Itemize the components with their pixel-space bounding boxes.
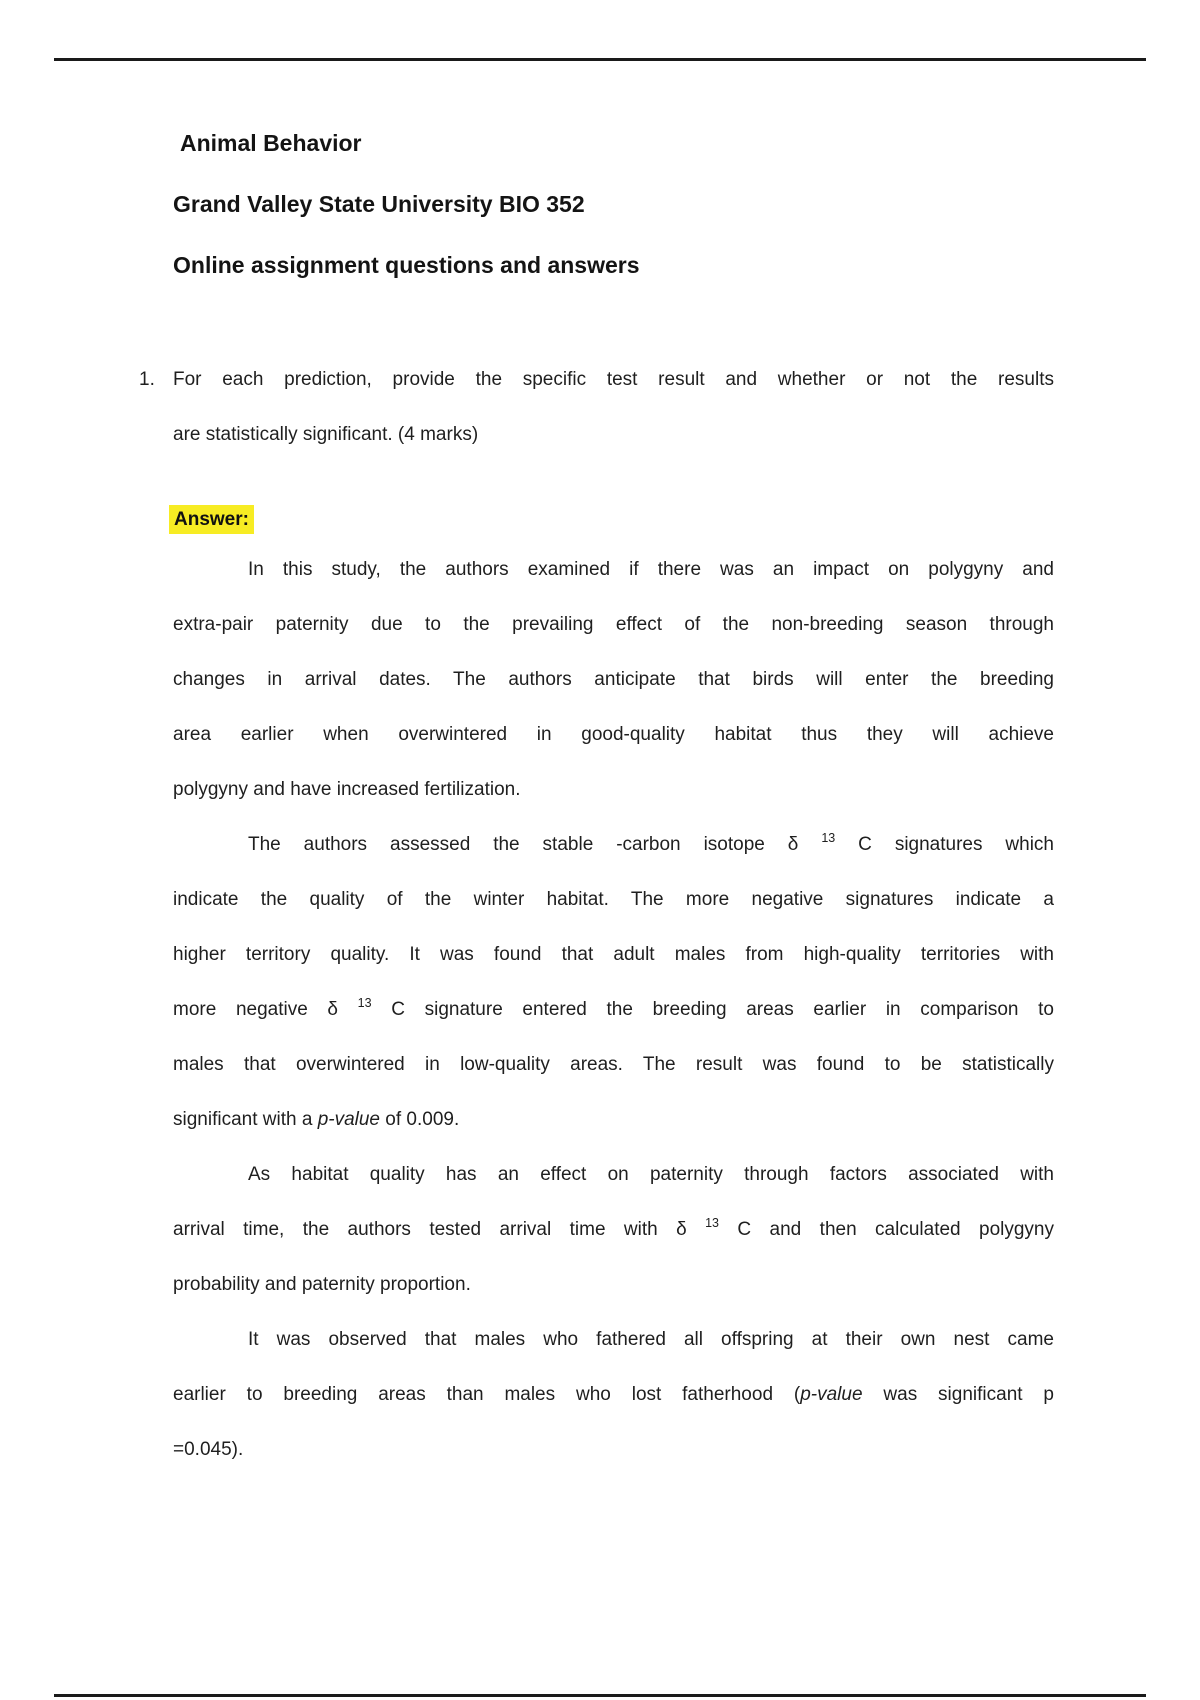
- text-line: For each prediction, provide the specific test result and whether or not the results: [173, 369, 1054, 390]
- document-title: Animal Behavior: [180, 130, 362, 156]
- document-header: [173, 113, 1073, 296]
- text-line: polygyny and have increased fertilization.: [173, 779, 521, 800]
- text-line: arrival time, the authors tested arrival time with δ $^{13}$ C and then calculated polygyny: [173, 1215, 1054, 1240]
- text-line: more negative δ $^{13}$ C signature entered the breeding areas earlier in comparison to: [173, 995, 1054, 1020]
- text-line: The authors assessed the stable -carbon isotope δ $^{13}$ C signatures which: [248, 830, 1055, 855]
- text-line: are statistically significant. (4 marks): [173, 424, 479, 445]
- text-line: higher territory quality. It was found that adult males from high-quality territories with: [173, 944, 1054, 965]
- text-line: extra-pair paternity due to the prevailing effect of the non-breeding season through: [173, 614, 1054, 635]
- answer-label-line: [173, 492, 1054, 547]
- answer-label-highlight: Answer:: [169, 505, 254, 534]
- document-subtitle-course: Grand Valley State University BIO 352: [173, 191, 585, 217]
- text-line: probability and paternity proportion.: [173, 1274, 471, 1295]
- paragraph: [173, 542, 1054, 817]
- answer-body: [173, 542, 1054, 1477]
- text-line: As habitat quality has an effect on paternity through factors associated with: [248, 1164, 1054, 1185]
- question-item: [139, 352, 1054, 462]
- text-line: males that overwintered in low-quality areas. The result was found to be statistically: [173, 1054, 1054, 1075]
- paragraph: [173, 817, 1054, 1147]
- top-divider-line: [54, 58, 1146, 61]
- question-text: [173, 352, 1054, 462]
- bottom-divider-line: [54, 1694, 1146, 1697]
- question-number: 1.: [139, 369, 155, 390]
- document-subtitle-type: Online assignment questions and answers: [173, 252, 640, 278]
- text-line: It was observed that males who fathered all offspring at their own nest came: [248, 1329, 1054, 1350]
- text-line: =0.045).: [173, 1439, 244, 1460]
- text-line: area earlier when overwintered in good-quality habitat thus they will achieve: [173, 724, 1054, 745]
- text-line: earlier to breeding areas than males who lost fatherhood (p-value was significant p: [173, 1384, 1054, 1405]
- text-line: significant with a p-value of 0.009.: [173, 1109, 460, 1130]
- text-line: indicate the quality of the winter habitat. The more negative signatures indicate a: [173, 889, 1054, 910]
- paragraph: [173, 1312, 1054, 1477]
- text-line: In this study, the authors examined if there was an impact on polygyny and: [248, 559, 1054, 580]
- paragraph: [173, 1147, 1054, 1312]
- text-line: changes in arrival dates. The authors anticipate that birds will enter the breeding: [173, 669, 1054, 690]
